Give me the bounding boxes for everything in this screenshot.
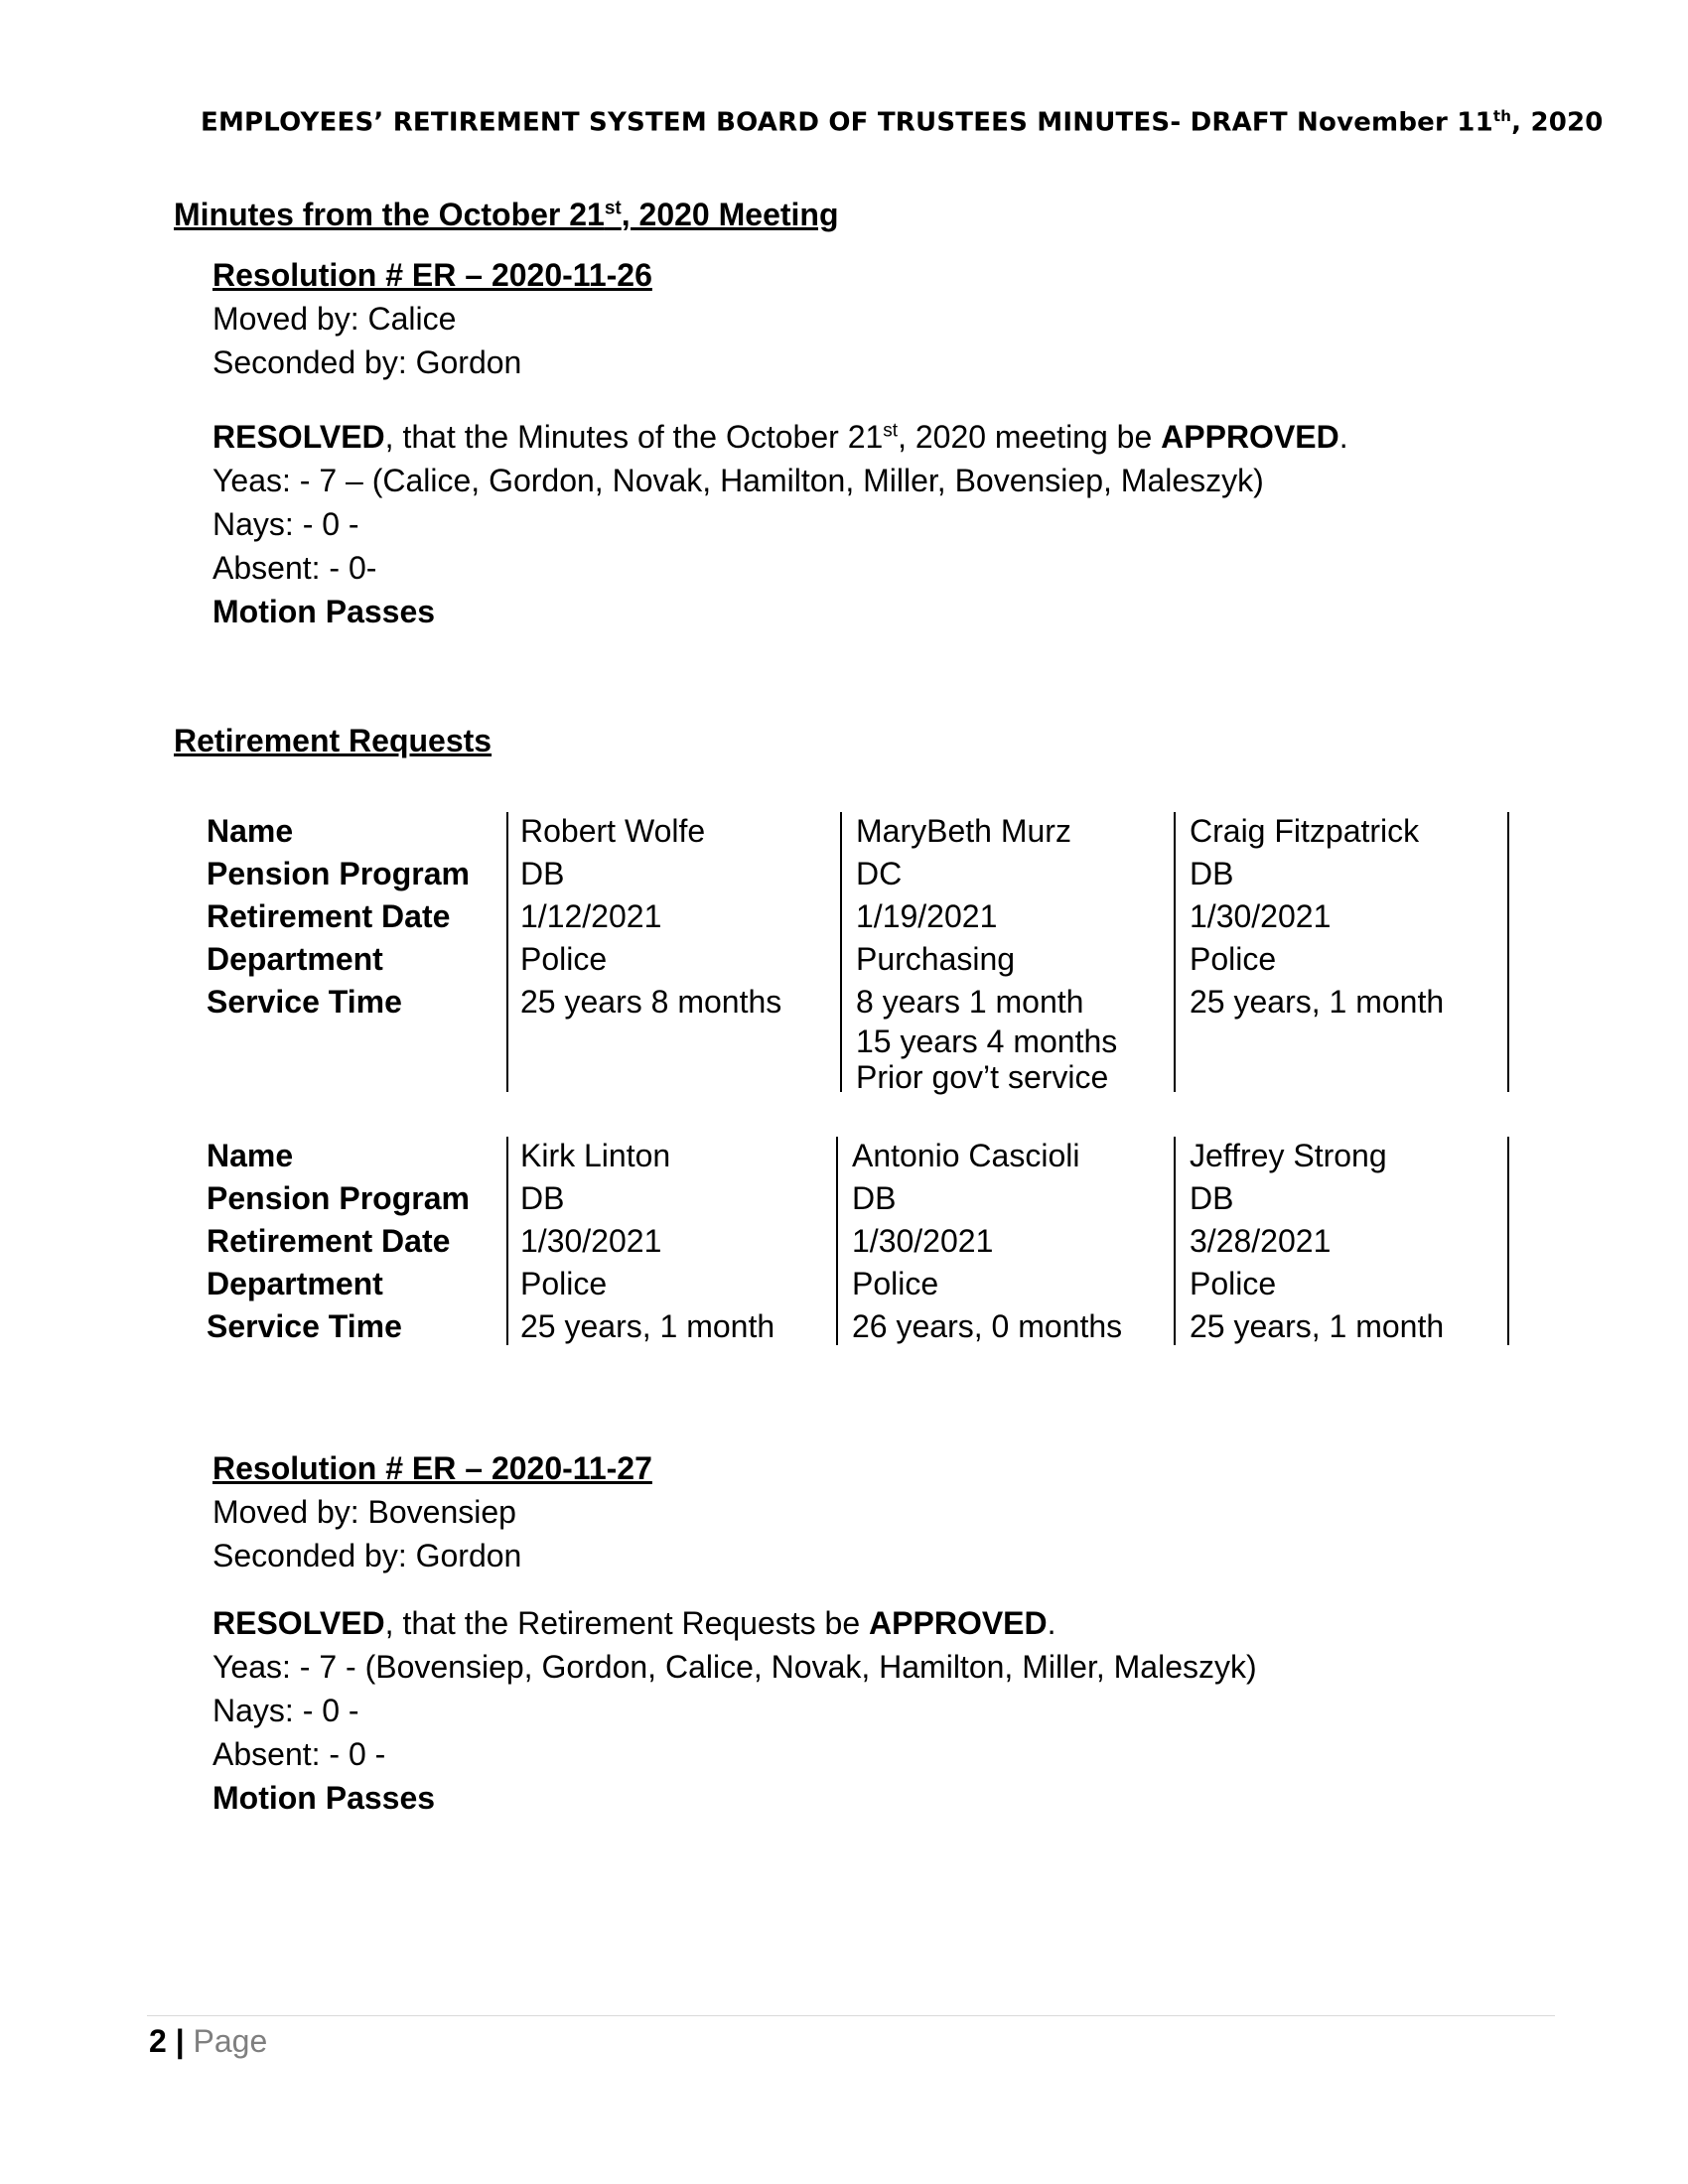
resolution-1-outcome: Motion Passes [212,594,436,629]
resolution-1-title: Resolution # ER – 2020-11-26 [212,257,652,293]
retiree-pension-program: DB [852,1180,897,1216]
resolved-text: , that the Retirement Requests be [384,1605,870,1641]
retiree-service-time: 8 years 1 month [856,984,1084,1020]
retiree-service-time: 25 years, 1 month [1190,984,1445,1020]
page-footer [149,2023,267,2060]
retiree-name: MaryBeth Murz [856,813,1071,849]
minutes-heading-tail: , 2020 Meeting [621,197,839,232]
retiree-service-time: 25 years 8 months [520,984,782,1020]
retiree-service-time: 25 years, 1 month [520,1308,775,1344]
retiree-pension-program: DB [520,856,565,891]
label-department: Department [207,1266,383,1301]
minutes-section-heading [174,197,839,233]
footer-divider [147,2015,1555,2016]
retiree-pension-program: DB [1190,1180,1234,1216]
resolution-2-header [212,1446,652,1577]
retiree-column [1190,810,1444,1024]
label-service-time: Service Time [207,1308,402,1344]
resolved-period: . [1338,419,1348,455]
header-title-sup: th [1492,107,1512,125]
label-name: Name [207,1138,294,1173]
table-divider [836,1137,838,1345]
resolution-1-resolved [212,415,1348,459]
resolution-2-absent: Absent: - 0 - [212,1736,386,1772]
retiree-column [856,810,1117,1095]
label-pension-program: Pension Program [207,1180,470,1216]
resolution-1-seconded-by: Seconded by: Gordon [212,344,522,380]
retiree-department: Police [852,1266,939,1301]
retiree-column [852,1135,1122,1348]
resolution-1-body [212,415,1348,633]
header-title: EMPLOYEES’ RETIREMENT SYSTEM BOARD OF TRUSTEES MINUTES- DRAFT November 11 [201,107,1493,138]
resolved-sup: st [883,420,899,442]
retiree-name: Kirk Linton [520,1138,671,1173]
retiree-column [520,810,781,1024]
table-divider [1174,1137,1176,1345]
resolved-word: RESOLVED [212,1605,385,1641]
table-divider [1174,812,1176,1092]
table-divider [1507,812,1509,1092]
label-retirement-date: Retirement Date [207,1223,451,1259]
retiree-pension-program: DB [1190,856,1234,891]
label-name: Name [207,813,294,849]
retiree-department: Police [520,941,608,977]
retiree-retirement-date: 3/28/2021 [1190,1223,1332,1259]
label-department: Department [207,941,383,977]
resolution-1-nays: Nays: - 0 - [212,506,359,542]
resolution-1-yeas: Yeas: - 7 – (Calice, Gordon, Novak, Hamilton, Miller, Bovensiep, Maleszyk) [212,463,1264,498]
retiree-service-extra: 15 years 4 months [856,1024,1118,1059]
retiree-department: Police [1190,1266,1277,1301]
retiree-pension-program: DC [856,856,903,891]
resolution-2-resolved [212,1601,1257,1645]
resolution-1-header [212,253,652,384]
minutes-heading-text: Minutes from the October 21 [174,197,605,232]
approved-word: APPROVED [869,1605,1048,1641]
retiree-service-time: 26 years, 0 months [852,1308,1123,1344]
resolved-period: . [1047,1605,1056,1641]
retiree-retirement-date: 1/30/2021 [1190,898,1332,934]
approved-word: APPROVED [1161,419,1339,455]
label-retirement-date: Retirement Date [207,898,451,934]
label-pension-program: Pension Program [207,856,470,891]
resolution-1-moved-by: Moved by: Calice [212,301,457,337]
table-divider [840,812,842,1092]
resolution-2-yeas: Yeas: - 7 - (Bovensiep, Gordon, Calice, Novak, Hamilton, Miller, Maleszyk) [212,1649,1257,1685]
resolution-2-body [212,1601,1257,1820]
retiree-name: Antonio Cascioli [852,1138,1080,1173]
retiree-column [1190,1135,1444,1348]
retiree-column [520,1135,774,1348]
retiree-retirement-date: 1/12/2021 [520,898,662,934]
table-divider [1507,1137,1509,1345]
retiree-name: Craig Fitzpatrick [1190,813,1420,849]
retiree-pension-program: DB [520,1180,565,1216]
resolution-2-outcome: Motion Passes [212,1780,436,1816]
retiree-department: Police [520,1266,608,1301]
resolution-2-title: Resolution # ER – 2020-11-27 [212,1450,652,1486]
table-divider [506,1137,508,1345]
resolved-text-tail: , 2020 meeting be [898,419,1162,455]
label-service-time: Service Time [207,984,402,1020]
resolution-2-moved-by: Moved by: Bovensiep [212,1494,516,1530]
resolution-2-seconded-by: Seconded by: Gordon [212,1538,522,1573]
retiree-retirement-date: 1/30/2021 [520,1223,662,1259]
retiree-service-extra: Prior gov’t service [856,1059,1109,1095]
page-number: 2 [149,2023,167,2059]
table-2-labels [207,1135,470,1348]
retiree-name: Robert Wolfe [520,813,706,849]
retiree-name: Jeffrey Strong [1190,1138,1387,1173]
table-divider [506,812,508,1092]
page-word: Page [193,2023,268,2059]
retiree-department: Purchasing [856,941,1016,977]
minutes-heading-sup: st [604,198,622,219]
resolution-2-nays: Nays: - 0 - [212,1693,359,1728]
retiree-department: Police [1190,941,1277,977]
document-header [201,107,1604,138]
retirement-section-heading: Retirement Requests [174,723,492,758]
retiree-retirement-date: 1/30/2021 [852,1223,994,1259]
retiree-retirement-date: 1/19/2021 [856,898,998,934]
resolved-word: RESOLVED [212,419,385,455]
resolution-1-absent: Absent: - 0- [212,550,377,586]
header-title-tail: , 2020 [1511,107,1604,138]
page-separator: | [166,2023,194,2059]
retiree-service-time: 25 years, 1 month [1190,1308,1445,1344]
resolved-text: , that the Minutes of the October 21 [384,419,884,455]
table-1-labels [207,810,470,1024]
